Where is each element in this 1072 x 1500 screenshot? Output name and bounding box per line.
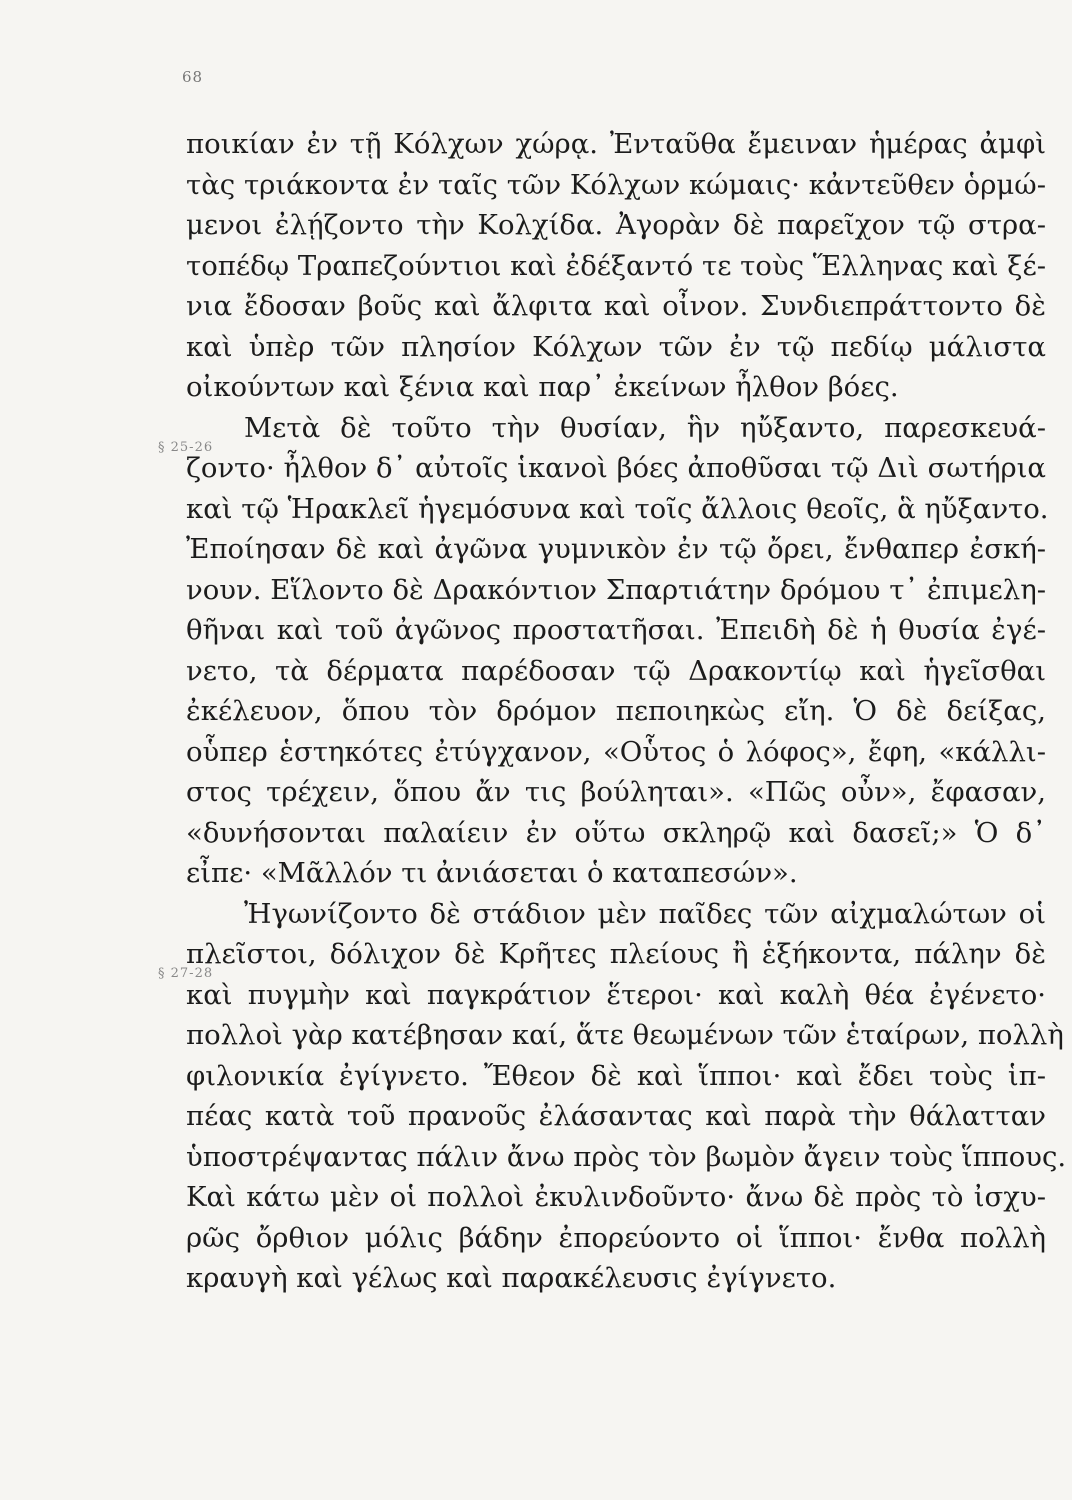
text-line: νουν. Εἵλοντο δὲ Δρακόντιον Σπαρτιάτην δρόμου τ᾽ ἐπιμελη-: [186, 573, 1046, 606]
text-line: οἰκούντων καὶ ξένια καὶ παρ᾽ ἐκείνων ἦλθον βόες.: [186, 371, 899, 403]
text-line: θῆναι καὶ τοῦ ἀγῶνος προστατῆσαι. Ἐπειδὴ δὲ ἡ θυσία ἐγέ-: [186, 614, 1046, 646]
text-line: Ἠγωνίζοντο δὲ στάδιον μὲν παῖδες τῶν αἰχμαλώτων οἱ: [244, 897, 1046, 930]
text-line: πολλοὶ γὰρ κατέβησαν καί, ἅτε θεωμένων τῶν ἑταίρων, πολλὴ: [186, 1019, 1064, 1051]
text-line: Καὶ κάτω μὲν οἱ πολλοὶ ἐκυλινδοῦντο· ἄνω δὲ πρὸς τὸ ἰσχυ-: [186, 1181, 1046, 1213]
text-line: πλεῖστοι, δόλιχον δὲ Κρῆτες πλείους ἢ ἑξήκοντα, πάλην δὲ: [186, 938, 1046, 970]
main-text: [186, 124, 1067, 1299]
text-line: κραυγὴ καὶ γέλως καὶ παρακέλευσις ἐγίγνετο.: [186, 1262, 837, 1294]
text-line: νετο, τὰ δέρματα παρέδοσαν τῷ Δρακοντίῳ καὶ ἡγεῖσθαι: [186, 654, 1046, 687]
text-line: ὑποστρέψαντας πάλιν ἄνω πρὸς τὸν βωμὸν ἄγειν τοὺς ἵππους.: [186, 1140, 1067, 1173]
text-line: οὗπερ ἑστηκότες ἐτύγχανον, «Οὗτος ὁ λόφος», ἔφη, «κάλλι-: [186, 735, 1046, 768]
text-line: μενοι ἐλῄζοντο τὴν Κολχίδα. Ἀγορὰν δὲ παρεῖχον τῷ στρα-: [186, 209, 1046, 241]
text-line: ρῶς ὄρθιον μόλις βάδην ἐπορεύοντο οἱ ἵπποι· ἔνθα πολλὴ: [186, 1221, 1046, 1254]
text-line: ποικίαν ἐν τῇ Κόλχων χώρᾳ. Ἐνταῦθα ἔμειναν ἡμέρας ἀμφὶ: [186, 128, 1046, 160]
text-line: Μετὰ δὲ τοῦτο τὴν θυσίαν, ἣν ηὔξαντο, παρεσκευά-: [244, 411, 1046, 444]
text-line: φιλονικία ἐγίγνετο. Ἔθεον δὲ καὶ ἵπποι· καὶ ἔδει τοὺς ἱπ-: [186, 1059, 1046, 1092]
text-line: καὶ τῷ Ἡρακλεῖ ἡγεμόσυνα καὶ τοῖς ἄλλοις θεοῖς, ἃ ηὔξαντο.: [186, 492, 1049, 525]
text-line: τὰς τριάκοντα ἐν ταῖς τῶν Κόλχων κώμαις· κἀντεῦθεν ὁρμώ-: [186, 168, 1046, 201]
paragraph-3: [186, 894, 1067, 1299]
page-number: 68: [182, 68, 204, 86]
margin-note-25-26: § 25-26: [158, 440, 214, 455]
paragraph-2: [186, 408, 1049, 894]
paragraph-1: [186, 124, 1046, 408]
text-line: ἐκέλευον, ὅπου τὸν δρόμον πεποιηκὼς εἴη. Ὁ δὲ δείξας,: [186, 695, 1046, 727]
text-line: εἶπε· «Μᾶλλόν τι ἀνιάσεται ὁ καταπεσών».: [186, 857, 798, 889]
text-line: ζοντο· ἦλθον δ᾽ αὐτοῖς ἱκανοὶ βόες ἀποθῦσαι τῷ Διὶ σωτήρια: [186, 452, 1046, 484]
text-line: καὶ ὑπὲρ τῶν πλησίον Κόλχων τῶν ἐν τῷ πεδίῳ μάλιστα: [186, 330, 1046, 363]
text-line: Ἐποίησαν δὲ καὶ ἀγῶνα γυμνικὸν ἐν τῷ ὄρει, ἔνθαπερ ἐσκή-: [186, 533, 1046, 565]
margin-note-27-28: § 27-28: [158, 966, 214, 981]
text-line: τοπέδῳ Τραπεζούντιοι καὶ ἐδέξαντό τε τοὺς Ἕλληνας καὶ ξέ-: [186, 249, 1046, 282]
text-line: πέας κατὰ τοῦ πρανοῦς ἐλάσαντας καὶ παρὰ τὴν θάλατταν: [186, 1100, 1046, 1132]
text-line: νια ἔδοσαν βοῦς καὶ ἄλφιτα καὶ οἶνον. Συνδιεπράττοντο δὲ: [186, 290, 1046, 322]
text-line: καὶ πυγμὴν καὶ παγκράτιον ἕτεροι· καὶ καλὴ θέα ἐγένετο·: [186, 978, 1046, 1011]
text-line: στος τρέχειν, ὅπου ἄν τις βούληται». «Πῶς οὖν», ἔφασαν,: [186, 776, 1046, 808]
text-line: «δυνήσονται παλαίειν ἐν οὕτω σκληρῷ καὶ δασεῖ;» Ὁ δ᾽: [186, 816, 1046, 849]
